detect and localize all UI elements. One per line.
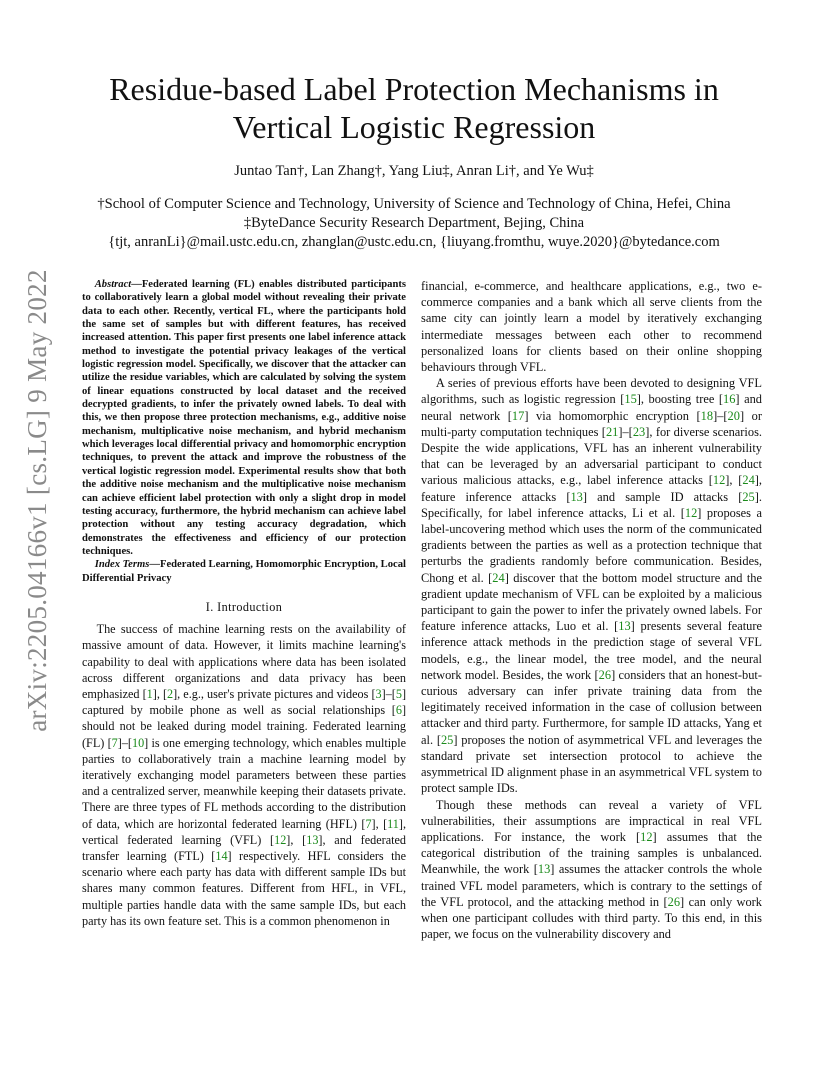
section-heading-introduction: I. Introduction [205,599,283,614]
citation-link[interactable]: 25 [440,732,454,747]
citation-link[interactable]: 24 [742,473,755,488]
intro-paragraph-2: A series of previous efforts have been devoted to designing VFL algorithms, such as logistic regression [15], boosting tree [16] and neural network [17] via homomorphic encryption [18]–[20] or multi-party computation techniques [21]–[23], for diverse scenarios. Despite the wide applications, VFL has an inherent vulnerability that can be leveraged by an adversarial participant to conduct various malicious attacks, e.g., label inference attacks [12], [24], feature inference attacks [13] and sample ID attacks [25]. Specifically, for label inference attacks, Li et al. [12] proposes a label-uncovering method which uses the norm of the communicated gradients between the parties as well as a protection technique that perturbs the gradients randomly before communication. Besides, Chong et al. [24] discover that the bottom model structure and the gradient update mechanism of VFL can be exploited by a malicious participant to gain the power to infer the privately owned labels. For feature inference attacks, Luo et al. [13] presents several feature inference attack methods in the prediction stage of several VFL models, e.g., the linear model, the tree model, and the neural network model. Besides, the work [26] considers that an honest-but-curious adversary can infer private training data from the legitimately received information in the case of collusion between attacker and third party. Furthermore, for sample ID attacks, Yang et al. [25] proposes the notion of asymmetrical VFL and leverages the standard private set intersection protocol to achieve the asymmetrical ID alignment phase in an asymmetrical VFL system to protect sample IDs. [421,376,763,796]
citation-link[interactable]: 17 [511,408,525,423]
citation-link[interactable]: 25 [742,489,755,504]
title-line-1: Residue-based Label Protection Mechanisms in [109,71,719,107]
abstract-text: —Federated learning (FL) enables distributed participants to collaboratively learn a global model without revealing their private data to each other. Recently, vertical FL, where the participants hold the same set of samples but with different features, has received increased attention. This paper first presents one label inference attack method to investigate the potential privacy leakages of the vertical logistic regression model. Specifically, we discover that the attacker can utilize the residue variables, which are calculated by solving the system of linear equations constructed by local dataset and the received decrypted gradients, to infer the privately owned labels. To deal with this, we then propose three protection mechanisms, e.g., additive noise mechanism, multiplicative noise mechanism, and hybrid mechanism which leverages local differential privacy and homomorphic encryption techniques, to prevent the attack and improve the robustness of the vertical logistic regression model. Experimental results show that both the additive noise mechanism and the multiplicative noise mechanism can achieve efficient label protection with only a slight drop in model testing accuracy, furthermore, the hybrid mechanism can achieve label protection without any testing accuracy degradation, which demonstrates the effectiveness and efficiency of our protection techniques. [82,279,406,557]
index-terms-text: —Federated Learning, Homomorphic Encryption, Local Differential Privacy [82,559,406,584]
citation-link[interactable]: 11 [387,816,399,831]
affiliation-ustc: †School of Computer Science and Technology, University of Science and Technology of China, Hefei, China [97,196,731,212]
paper-title [60,70,768,146]
index-terms-label: Index Terms [94,559,150,571]
citation-link[interactable]: 12 [712,473,726,488]
citation-link[interactable]: 26 [667,894,681,909]
citation-link[interactable]: 13 [537,862,551,877]
citation-link[interactable]: 24 [492,570,505,585]
arxiv-identifier [21,268,53,732]
citation-link[interactable]: 2 [167,686,174,701]
citation-link[interactable]: 7 [111,735,118,750]
author-emails: {tjt, anranLi}@mail.ustc.edu.cn, zhanglan@ustc.edu.cn, {liuyang.fromthu, wuye.2020}@bytedance.com [108,234,720,250]
citation-link[interactable]: 18 [700,408,714,423]
citation-link[interactable]: 13 [570,489,583,504]
citation-link[interactable]: 6 [395,703,402,718]
citation-link[interactable]: 20 [727,408,740,423]
citation-link[interactable]: 7 [365,816,372,831]
arxiv-identifier-text: arXiv:2205.04166v1 [cs.LG] 9 May 2022 [21,268,52,732]
affiliations [60,195,768,252]
intro-paragraph-1-continued: financial, e-commerce, and healthcare applications, e.g., two e-commerce companies and a bank which all serve clients from the same city can jointly learn a model by iteratively exchanging intermediate messages between each other to recommend personalized loans for clients based on their online shopping behaviours through VFL. [421,279,762,375]
citation-link[interactable]: 16 [723,392,736,407]
citation-link[interactable]: 23 [632,424,646,439]
affiliation-bytedance: ‡ByteDance Security Research Department, Bejing, China [243,215,585,231]
citation-link[interactable]: 15 [624,392,637,407]
abstract-label: Abstract [94,279,132,290]
left-column [82,278,406,929]
citation-link[interactable]: 21 [605,424,619,439]
citation-link[interactable]: 12 [274,832,287,847]
citation-link[interactable]: 10 [131,735,145,750]
right-column [421,278,762,942]
intro-paragraph-3: Though these methods can reveal a variety of VFL vulnerabilities, their assumptions are impractical in real VFL applications. For instance, the work [12] assumes that the categorical distribution of the training samples is unbalanced. Meanwhile, the work [13] assumes the attacker controls the whole trained VFL model parameters, which is contrary to the settings of the VFL protocol, and the attacking method in [26] can only work when one participant colludes with third party. To this end, in this paper, we focus on the vulnerability discovery and [421,797,763,942]
author-list: Juntao Tan†, Lan Zhang†, Yang Liu‡, Anran Li†, and Ye Wu‡ [234,163,594,179]
citation-link[interactable]: 26 [598,667,612,682]
citation-link[interactable]: 12 [684,505,698,520]
citation-link[interactable]: 1 [146,686,153,701]
abstract [82,278,406,558]
citation-link[interactable]: 5 [395,686,402,701]
index-terms [82,558,406,585]
citation-link[interactable]: 12 [640,829,653,844]
intro-paragraph-1: The success of machine learning rests on the availability of massive amount of data. However, it limits machine learning's capability to deal with applications where data has been isolated across different organizations and data privacy has been emphasized [1], [2], e.g., user's private pictures and videos [3]–[5] captured by mobile phone as well as social relationships [6] should not be leaked during model training. Federated learning (FL) [7]–[10] is one emerging technology, which enables multiple parties to collaboratively train a machine learning model by iteratively exchanging model parameters between these parties and a centralized server, meanwhile keeping their datasets private. There are three types of FL methods according to the distribution of data, which are horizontal federated learning (HFL) [7], [11], vertical federated learning (VFL) [12], [13], and federated transfer learning (FTL) [14] respectively. HFL considers the scenario where each party has data with different sample IDs but shares many common features. Different from HFL, in VFL, multiple parties handle data with the same sample IDs, but each party has its own feature set. This is a common phenomenon in [82,622,407,928]
title-line-2: Vertical Logistic Regression [232,109,596,145]
citation-link[interactable]: 13 [306,832,319,847]
citation-link[interactable]: 13 [618,619,631,634]
citation-link[interactable]: 3 [375,686,382,701]
citation-link[interactable]: 14 [215,848,228,863]
